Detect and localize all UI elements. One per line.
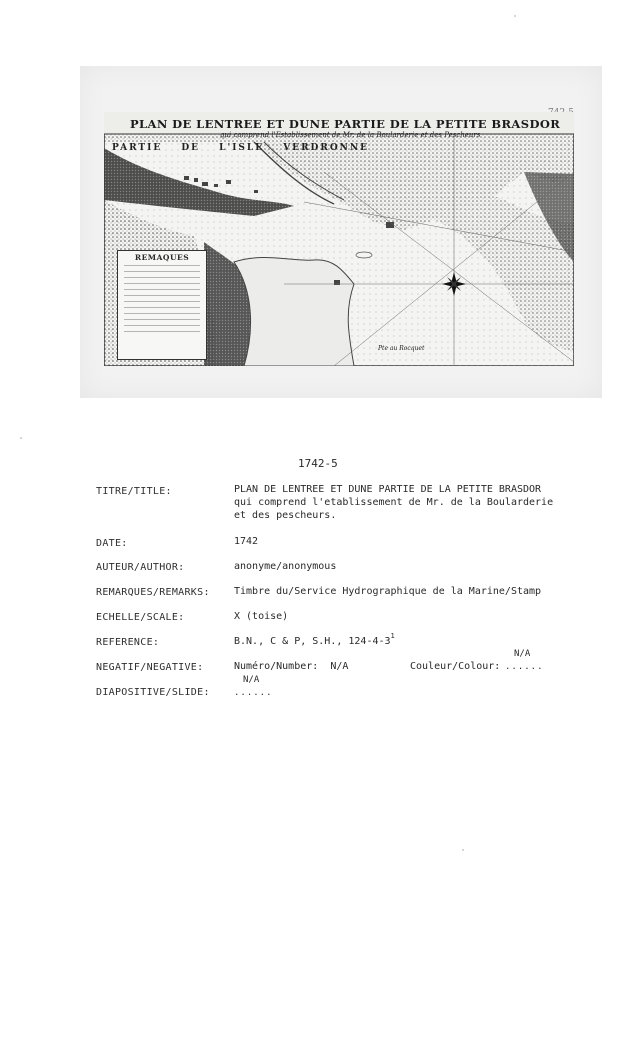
remarques-text-lines [124, 265, 200, 337]
reference-superscript: 1 [390, 632, 395, 640]
reference-label: REFERENCE: [96, 637, 160, 648]
scan-speck [20, 437, 22, 439]
scale-label: ECHELLE/SCALE: [96, 612, 185, 623]
colour-label: Couleur/Colour: [410, 661, 501, 672]
remarks-value: Timbre du/Service Hydrographique de la Marine/Stamp [234, 586, 542, 597]
remarks-label: REMARQUES/REMARKS: [96, 587, 210, 598]
reference-value [234, 632, 395, 649]
map-remarques-cartouche [117, 250, 207, 360]
negative-label: NEGATIF/NEGATIVE: [96, 662, 204, 673]
slide-label: DIAPOSITIVE/SLIDE: [96, 687, 210, 698]
title-label: TITRE/TITLE: [96, 486, 172, 497]
title-value: PLAN DE LENTREE ET DUNE PARTIE DE LA PETITE BRASDOR qui comprend l'etablissement de Mr. de la Boularderie et des pescheurs. [234, 484, 554, 521]
remarques-title: REMAQUES [134, 253, 190, 262]
map-region-label: PARTIE DE L'ISLE VERDRONNE [112, 143, 369, 153]
author-label: AUTEUR/AUTHOR: [96, 562, 185, 573]
scan-speck [462, 849, 464, 851]
map-point-label: Pte au Rocquet [378, 345, 425, 352]
date-value: 1742 [234, 536, 259, 547]
record-reference-number: 1742-5 [298, 457, 338, 470]
negative-number-value: Numéro/Number: N/A [234, 661, 349, 672]
map-title-text: PLAN DE LENTREE ET DUNE PARTIE DE LA PETITE BRASDOR [130, 117, 561, 131]
slide-value: N/A [243, 675, 260, 685]
scale-value: X (toise) [234, 611, 289, 622]
reference-text: B.N., C & P, S.H., 124-4-3 [234, 636, 391, 647]
date-label: DATE: [96, 538, 128, 549]
scan-speck [514, 15, 516, 17]
author-value: anonyme/anonymous [234, 561, 337, 572]
slide-dots: ...... [234, 688, 273, 698]
colour-dots: ...... [505, 662, 544, 672]
colour-value: N/A [514, 649, 531, 659]
map-subtitle-text: qui comprend l'Establissement de Mr. de la Boularderie et des Pescheurs [220, 131, 481, 139]
